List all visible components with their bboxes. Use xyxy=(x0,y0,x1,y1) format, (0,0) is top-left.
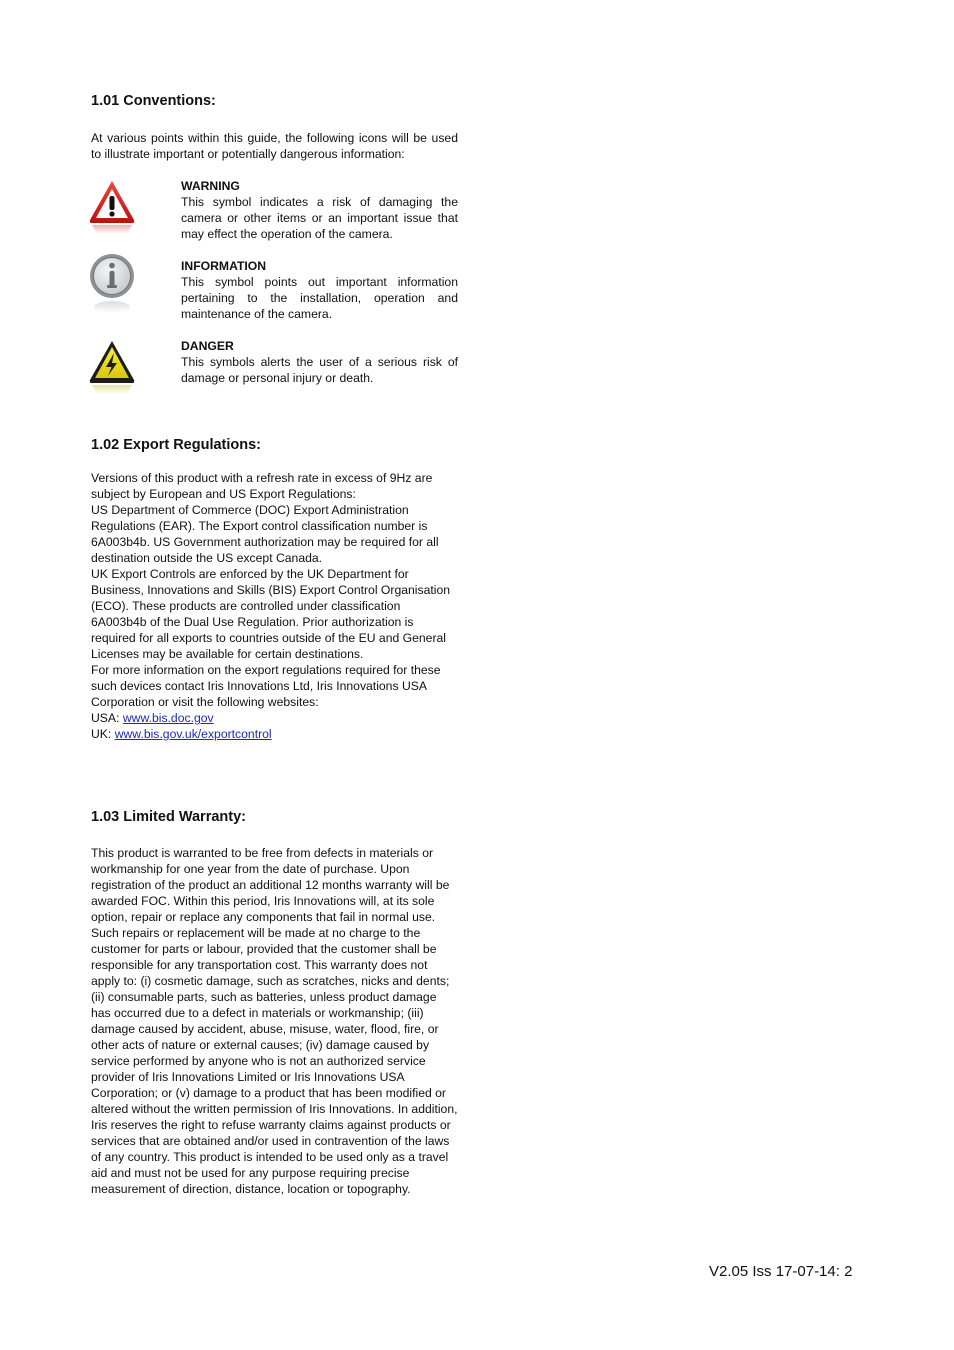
uk-label: UK: xyxy=(91,727,115,741)
information-title: INFORMATION xyxy=(181,259,267,273)
export-paragraph-1: Versions of this product with a refresh rate in excess of 9Hz are subject by European and US Export Regulations: xyxy=(91,471,433,501)
information-body: This symbol points out important information pertaining to the installation, operation and maintenance of the camera. xyxy=(181,275,458,321)
usa-link[interactable]: www.bis.doc.gov xyxy=(122,711,214,725)
high-voltage-icon xyxy=(87,338,137,402)
warranty-heading: 1.03 Limited Warranty: xyxy=(91,809,246,825)
information-icon xyxy=(87,252,137,316)
danger-body: This symbols alerts the user of a serious risk of damage or personal injury or death. xyxy=(181,355,458,385)
conventions-intro: At various points within this guide, the following icons will be used to illustrate important or potentially dangerous information: xyxy=(91,131,458,161)
danger-notice xyxy=(181,338,458,386)
conventions-heading: 1.01 Conventions: xyxy=(91,93,216,109)
warranty-body: This product is warranted to be free from defects in materials or workmanship for one year from the date of purchase. Upon registration of the product an additional 12 months warranty will be awarded FOC. Within this period, Iris Innovations will, at its sole option, repair or replace any components that fail in normal use. Such repairs or replacement will be made at no charge to the customer for parts or labour, provided that the customer shall be responsible for any transportation cost. This warranty does not apply to: (i) cosmetic damage, such as scratches, nicks and dents; (ii) consumable parts, such as batteries, unless product damage has occurred due to a defect in materials or workmanship; (iii) damage caused by accident, abuse, misuse, water, flood, fire, or other acts of nature or external causes; (iv) damage caused by service performed by anyone who is not an authorized service provider of Iris Innovations Limited or Iris Innovations USA Corporation; or (v) damage to a product that has been modified or altered without the written permission of Iris Innovations. In addition, Iris reserves the right to refuse warranty claims against products or services that are obtained and/or used in contravention of the laws of any country. This product is intended to be used only as a travel aid and must not be used for any purpose requiring precise measurement of direction, distance, location or topography. xyxy=(91,846,458,1196)
warning-notice xyxy=(181,178,458,242)
export-usa-line xyxy=(91,710,458,726)
uk-link[interactable]: www.bis.gov.uk/exportcontrol xyxy=(114,727,272,741)
export-heading: 1.02 Export Regulations: xyxy=(91,437,262,453)
warning-body: This symbol indicates a risk of damaging the camera or other items or an important issue that may effect the operation of the camera. xyxy=(181,195,458,241)
usa-label: USA: xyxy=(91,711,123,725)
export-paragraph-3: UK Export Controls are enforced by the UK Department for Business, Innovations and Skills (BIS) Export Control Organisation (ECO). These products are controlled under classification 6A003b4b of the Dual Use Regulation. Prior authorization is required for all exports to countries outside of the EU and General Licenses may be available for certain destinations. xyxy=(91,567,451,661)
information-notice xyxy=(181,258,458,322)
warning-triangle-icon xyxy=(87,178,137,242)
warning-title: WARNING xyxy=(181,179,240,193)
export-paragraph-2: US Department of Commerce (DOC) Export Administration Regulations (EAR). The Export control classification number is 6A003b4b. US Government authorization may be required for all destination outside the US except Canada. xyxy=(91,503,439,565)
page-footer-version: V2.05 Iss 17-07-14: 2 xyxy=(709,1263,853,1280)
danger-title: DANGER xyxy=(181,339,234,353)
export-paragraph-4: For more information on the export regulations required for these such devices contact Iris Innovations Ltd, Iris Innovations USA Corporation or visit the following websites: xyxy=(91,663,441,709)
export-uk-line xyxy=(91,726,458,742)
export-body xyxy=(91,470,458,742)
